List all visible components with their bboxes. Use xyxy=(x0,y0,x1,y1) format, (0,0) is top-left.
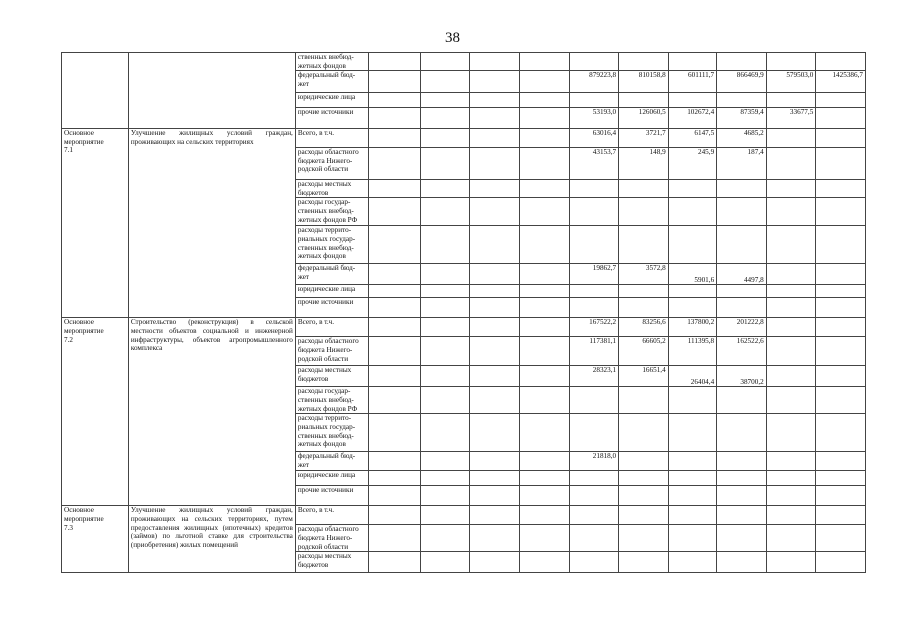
amount-cell xyxy=(766,452,816,471)
amount-cell xyxy=(569,471,619,486)
amount-cell xyxy=(668,552,716,573)
funding-source-label: Всего, в т.ч. xyxy=(295,506,368,525)
empty-cell xyxy=(519,525,569,552)
funding-source-label: расходы областного бюджета Нижего- родской области xyxy=(295,337,368,366)
amount-cell xyxy=(766,180,816,198)
amount-cell: 53193,0 xyxy=(569,108,619,129)
amount-cell xyxy=(766,264,816,285)
empty-cell xyxy=(420,486,470,506)
page-number: 38 xyxy=(445,30,460,46)
activity-code-cell xyxy=(62,129,129,318)
amount-cell xyxy=(569,298,619,318)
amount-cell: 4685,2 xyxy=(717,129,767,148)
amount-cell xyxy=(569,525,619,552)
amount-cell xyxy=(816,129,866,148)
amount-cell: 137800,2 xyxy=(668,318,716,337)
amount-cell xyxy=(766,486,816,506)
amount-cell xyxy=(619,486,669,506)
amount-cell xyxy=(766,552,816,573)
empty-cell xyxy=(519,129,569,148)
empty-cell xyxy=(420,318,470,337)
amount-cell xyxy=(766,148,816,180)
empty-cell xyxy=(470,337,520,366)
amount-cell xyxy=(619,285,669,298)
amount-cell xyxy=(569,285,619,298)
amount-cell xyxy=(717,226,767,264)
amount-cell: 33677,5 xyxy=(766,108,816,129)
amount-cell xyxy=(569,387,619,414)
amount-cell xyxy=(668,387,716,414)
activity-name-cell xyxy=(128,53,295,129)
empty-cell xyxy=(420,108,470,129)
empty-cell xyxy=(369,486,421,506)
empty-cell xyxy=(369,129,421,148)
amount-cell xyxy=(816,53,866,71)
funding-source-label: юридические лица xyxy=(295,471,368,486)
amount-cell xyxy=(816,226,866,264)
activity-code-cell xyxy=(62,506,129,573)
amount-cell xyxy=(717,414,767,452)
empty-cell xyxy=(369,552,421,573)
empty-cell xyxy=(470,525,520,552)
funding-source-label: федеральный бюд- жет xyxy=(295,264,368,285)
amount-cell xyxy=(766,318,816,337)
amount-cell xyxy=(717,486,767,506)
empty-cell xyxy=(470,414,520,452)
amount-cell: 43153,7 xyxy=(569,148,619,180)
empty-cell xyxy=(470,198,520,226)
empty-cell xyxy=(420,387,470,414)
amount-cell: 601111,7 xyxy=(668,71,716,93)
amount-cell: 5901,6 xyxy=(668,264,716,285)
amount-cell xyxy=(766,471,816,486)
amount-cell xyxy=(816,387,866,414)
amount-cell: 866469,9 xyxy=(717,71,767,93)
amount-cell xyxy=(717,53,767,71)
amount-cell xyxy=(668,414,716,452)
amount-cell xyxy=(766,298,816,318)
amount-cell xyxy=(619,552,669,573)
empty-cell xyxy=(519,506,569,525)
funding-source-label: расходы государ- ственных внебюд- жетных фондов РФ xyxy=(295,387,368,414)
activity-name-cell xyxy=(128,506,295,573)
empty-cell xyxy=(519,452,569,471)
amount-cell xyxy=(816,318,866,337)
amount-cell xyxy=(816,298,866,318)
empty-cell xyxy=(369,525,421,552)
amount-cell xyxy=(619,452,669,471)
empty-cell xyxy=(420,471,470,486)
amount-cell xyxy=(717,552,767,573)
empty-cell xyxy=(470,486,520,506)
funding-source-label: расходы местных бюджетов xyxy=(295,552,368,573)
amount-cell xyxy=(766,506,816,525)
amount-cell xyxy=(717,387,767,414)
empty-cell xyxy=(470,506,520,525)
funding-source-label: прочие источники xyxy=(295,486,368,506)
funding-source-label: юридические лица xyxy=(295,93,368,108)
activity-name: Улучшение жилищных условий граждан, проживающих на сельских территориях, путем предоставления жилищных (ипотечных) кредитов (займов) по льготной ставке для строительства (приобретения) жилых помещений xyxy=(130,506,293,549)
empty-cell xyxy=(420,53,470,71)
amount-cell xyxy=(668,285,716,298)
amount-cell xyxy=(766,226,816,264)
empty-cell xyxy=(369,180,421,198)
amount-cell xyxy=(816,148,866,180)
amount-cell xyxy=(569,226,619,264)
empty-cell xyxy=(420,337,470,366)
amount-cell xyxy=(668,506,716,525)
amount-cell xyxy=(816,506,866,525)
empty-cell xyxy=(420,285,470,298)
empty-cell xyxy=(369,226,421,264)
empty-cell xyxy=(369,148,421,180)
empty-cell xyxy=(420,414,470,452)
empty-cell xyxy=(369,108,421,129)
amount-cell xyxy=(766,198,816,226)
amount-cell xyxy=(717,471,767,486)
amount-cell: 87359,4 xyxy=(717,108,767,129)
amount-cell: 28323,1 xyxy=(569,366,619,387)
amount-cell xyxy=(717,525,767,552)
empty-cell xyxy=(420,129,470,148)
amount-cell: 879223,8 xyxy=(569,71,619,93)
amount-cell xyxy=(816,180,866,198)
amount-cell: 167522,2 xyxy=(569,318,619,337)
empty-cell xyxy=(470,226,520,264)
empty-cell xyxy=(369,53,421,71)
empty-cell xyxy=(420,298,470,318)
amount-cell xyxy=(717,298,767,318)
amount-cell xyxy=(569,198,619,226)
empty-cell xyxy=(519,226,569,264)
empty-cell xyxy=(519,387,569,414)
amount-cell: 21818,0 xyxy=(569,452,619,471)
funding-source-label: Всего, в т.ч. xyxy=(295,318,368,337)
empty-cell xyxy=(470,471,520,486)
amount-cell xyxy=(816,486,866,506)
empty-cell xyxy=(519,285,569,298)
empty-cell xyxy=(420,525,470,552)
empty-cell xyxy=(519,180,569,198)
activity-name: Строительство (реконструкция) в сельской местности объектов социальной и инженерной инфраструктуры, объектов агропромышленного комплекса xyxy=(130,318,293,353)
empty-cell xyxy=(470,180,520,198)
amount-cell xyxy=(717,180,767,198)
amount-cell xyxy=(766,53,816,71)
empty-cell xyxy=(420,552,470,573)
empty-cell xyxy=(470,53,520,71)
empty-cell xyxy=(519,53,569,71)
empty-cell xyxy=(470,387,520,414)
empty-cell xyxy=(369,71,421,93)
funding-source-label: ственных внебюд- жетных фондов xyxy=(295,53,368,71)
empty-cell xyxy=(369,198,421,226)
funding-source-label: прочие источники xyxy=(295,298,368,318)
empty-cell xyxy=(519,471,569,486)
amount-cell xyxy=(619,53,669,71)
amount-cell: 66605,2 xyxy=(619,337,669,366)
amount-cell xyxy=(766,337,816,366)
empty-cell xyxy=(420,506,470,525)
activity-code-cell xyxy=(62,53,129,129)
funding-source-label: расходы местных бюджетов xyxy=(295,180,368,198)
amount-cell xyxy=(668,180,716,198)
amount-cell xyxy=(668,53,716,71)
empty-cell xyxy=(519,337,569,366)
empty-cell xyxy=(519,93,569,108)
amount-cell: 245,9 xyxy=(668,148,716,180)
empty-cell xyxy=(470,148,520,180)
empty-cell xyxy=(420,180,470,198)
amount-cell xyxy=(717,198,767,226)
amount-cell xyxy=(816,366,866,387)
amount-cell xyxy=(619,414,669,452)
amount-cell xyxy=(619,93,669,108)
amount-cell xyxy=(619,387,669,414)
amount-cell: 6147,5 xyxy=(668,129,716,148)
amount-cell xyxy=(717,93,767,108)
amount-cell: 83256,6 xyxy=(619,318,669,337)
empty-cell xyxy=(519,148,569,180)
funding-source-label: Всего, в т.ч. xyxy=(295,129,368,148)
amount-cell xyxy=(668,486,716,506)
amount-cell xyxy=(619,198,669,226)
empty-cell xyxy=(470,366,520,387)
amount-cell xyxy=(668,298,716,318)
amount-cell xyxy=(569,53,619,71)
activity-name-cell xyxy=(128,318,295,506)
amount-cell xyxy=(569,414,619,452)
funding-source-label: расходы террито- риальных государ- ственных внебюд- жетных фондов xyxy=(295,226,368,264)
funding-source-label: юридические лица xyxy=(295,285,368,298)
amount-cell xyxy=(717,452,767,471)
amount-cell: 38700,2 xyxy=(717,366,767,387)
amount-cell xyxy=(668,226,716,264)
amount-cell xyxy=(668,471,716,486)
amount-cell xyxy=(816,414,866,452)
amount-cell xyxy=(569,93,619,108)
empty-cell xyxy=(519,486,569,506)
empty-cell xyxy=(519,198,569,226)
amount-cell xyxy=(668,525,716,552)
empty-cell xyxy=(470,129,520,148)
amount-cell xyxy=(766,366,816,387)
amount-cell xyxy=(816,525,866,552)
empty-cell xyxy=(519,298,569,318)
amount-cell xyxy=(816,264,866,285)
amount-cell xyxy=(569,486,619,506)
amount-cell xyxy=(766,93,816,108)
amount-cell xyxy=(816,337,866,366)
amount-cell: 102672,4 xyxy=(668,108,716,129)
amount-cell: 26404,4 xyxy=(668,366,716,387)
empty-cell xyxy=(470,264,520,285)
empty-cell xyxy=(369,452,421,471)
amount-cell xyxy=(619,226,669,264)
amount-cell xyxy=(766,387,816,414)
empty-cell xyxy=(369,366,421,387)
activity-code: Основное мероприятие 7.1 xyxy=(64,129,104,155)
funding-source-label: прочие источники xyxy=(295,108,368,129)
amount-cell xyxy=(766,285,816,298)
empty-cell xyxy=(369,264,421,285)
empty-cell xyxy=(519,414,569,452)
funding-source-label: федеральный бюд- жет xyxy=(295,71,368,93)
empty-cell xyxy=(369,337,421,366)
amount-cell: 810158,8 xyxy=(619,71,669,93)
amount-cell xyxy=(717,285,767,298)
budget-table xyxy=(61,52,866,573)
empty-cell xyxy=(470,285,520,298)
empty-cell xyxy=(420,264,470,285)
amount-cell: 19862,7 xyxy=(569,264,619,285)
activity-name: Улучшение жилищных условий граждан, проживающих на сельских территориях xyxy=(130,129,293,146)
amount-cell: 201222,8 xyxy=(717,318,767,337)
empty-cell xyxy=(369,414,421,452)
amount-cell xyxy=(816,452,866,471)
amount-cell xyxy=(668,198,716,226)
funding-source-label: расходы областного бюджета Нижего- родской области xyxy=(295,525,368,552)
amount-cell: 162522,6 xyxy=(717,337,767,366)
amount-cell: 63016,4 xyxy=(569,129,619,148)
empty-cell xyxy=(519,108,569,129)
amount-cell: 126060,5 xyxy=(619,108,669,129)
funding-source-label: расходы местных бюджетов xyxy=(295,366,368,387)
amount-cell: 4497,8 xyxy=(717,264,767,285)
funding-source-label: расходы областного бюджета Нижего- родской области xyxy=(295,148,368,180)
amount-cell xyxy=(816,552,866,573)
empty-cell xyxy=(420,148,470,180)
empty-cell xyxy=(420,226,470,264)
amount-cell xyxy=(816,471,866,486)
empty-cell xyxy=(369,318,421,337)
empty-cell xyxy=(369,298,421,318)
funding-source-label: расходы террито- риальных государ- ственных внебюд- жетных фондов xyxy=(295,414,368,452)
amount-cell xyxy=(766,129,816,148)
amount-cell xyxy=(816,93,866,108)
empty-cell xyxy=(369,93,421,108)
amount-cell: 117381,1 xyxy=(569,337,619,366)
empty-cell xyxy=(470,552,520,573)
amount-cell xyxy=(619,525,669,552)
amount-cell xyxy=(816,198,866,226)
amount-cell xyxy=(619,506,669,525)
amount-cell xyxy=(619,471,669,486)
empty-cell xyxy=(420,452,470,471)
table-row xyxy=(62,506,866,525)
amount-cell: 579503,0 xyxy=(766,71,816,93)
empty-cell xyxy=(420,71,470,93)
amount-cell xyxy=(569,506,619,525)
empty-cell xyxy=(369,387,421,414)
empty-cell xyxy=(519,318,569,337)
activity-code: Основное мероприятие 7.2 xyxy=(64,318,104,344)
amount-cell xyxy=(717,506,767,525)
table-row xyxy=(62,53,866,71)
funding-source-label: федеральный бюд- жет xyxy=(295,452,368,471)
activity-code-cell xyxy=(62,318,129,506)
amount-cell xyxy=(766,525,816,552)
empty-cell xyxy=(369,506,421,525)
empty-cell xyxy=(470,71,520,93)
amount-cell xyxy=(569,552,619,573)
amount-cell xyxy=(766,414,816,452)
empty-cell xyxy=(470,318,520,337)
empty-cell xyxy=(470,452,520,471)
empty-cell xyxy=(470,108,520,129)
empty-cell xyxy=(420,198,470,226)
amount-cell: 148,9 xyxy=(619,148,669,180)
amount-cell: 187,4 xyxy=(717,148,767,180)
empty-cell xyxy=(470,298,520,318)
empty-cell xyxy=(420,366,470,387)
amount-cell: 111395,8 xyxy=(668,337,716,366)
amount-cell xyxy=(619,298,669,318)
activity-code: Основное мероприятие 7.3 xyxy=(64,506,104,532)
amount-cell xyxy=(816,108,866,129)
empty-cell xyxy=(470,93,520,108)
table-row xyxy=(62,318,866,337)
empty-cell xyxy=(519,264,569,285)
activity-name-cell xyxy=(128,129,295,318)
amount-cell xyxy=(569,180,619,198)
amount-cell xyxy=(816,285,866,298)
amount-cell: 16651,4 xyxy=(619,366,669,387)
amount-cell: 3572,8 xyxy=(619,264,669,285)
empty-cell xyxy=(519,71,569,93)
amount-cell: 1425386,7 xyxy=(816,71,866,93)
empty-cell xyxy=(420,93,470,108)
empty-cell xyxy=(519,552,569,573)
amount-cell xyxy=(668,452,716,471)
empty-cell xyxy=(519,366,569,387)
amount-cell: 3721,7 xyxy=(619,129,669,148)
funding-source-label: расходы государ- ственных внебюд- жетных фондов РФ xyxy=(295,198,368,226)
amount-cell xyxy=(668,93,716,108)
amount-cell xyxy=(619,180,669,198)
empty-cell xyxy=(369,471,421,486)
table-row xyxy=(62,129,866,148)
empty-cell xyxy=(369,285,421,298)
